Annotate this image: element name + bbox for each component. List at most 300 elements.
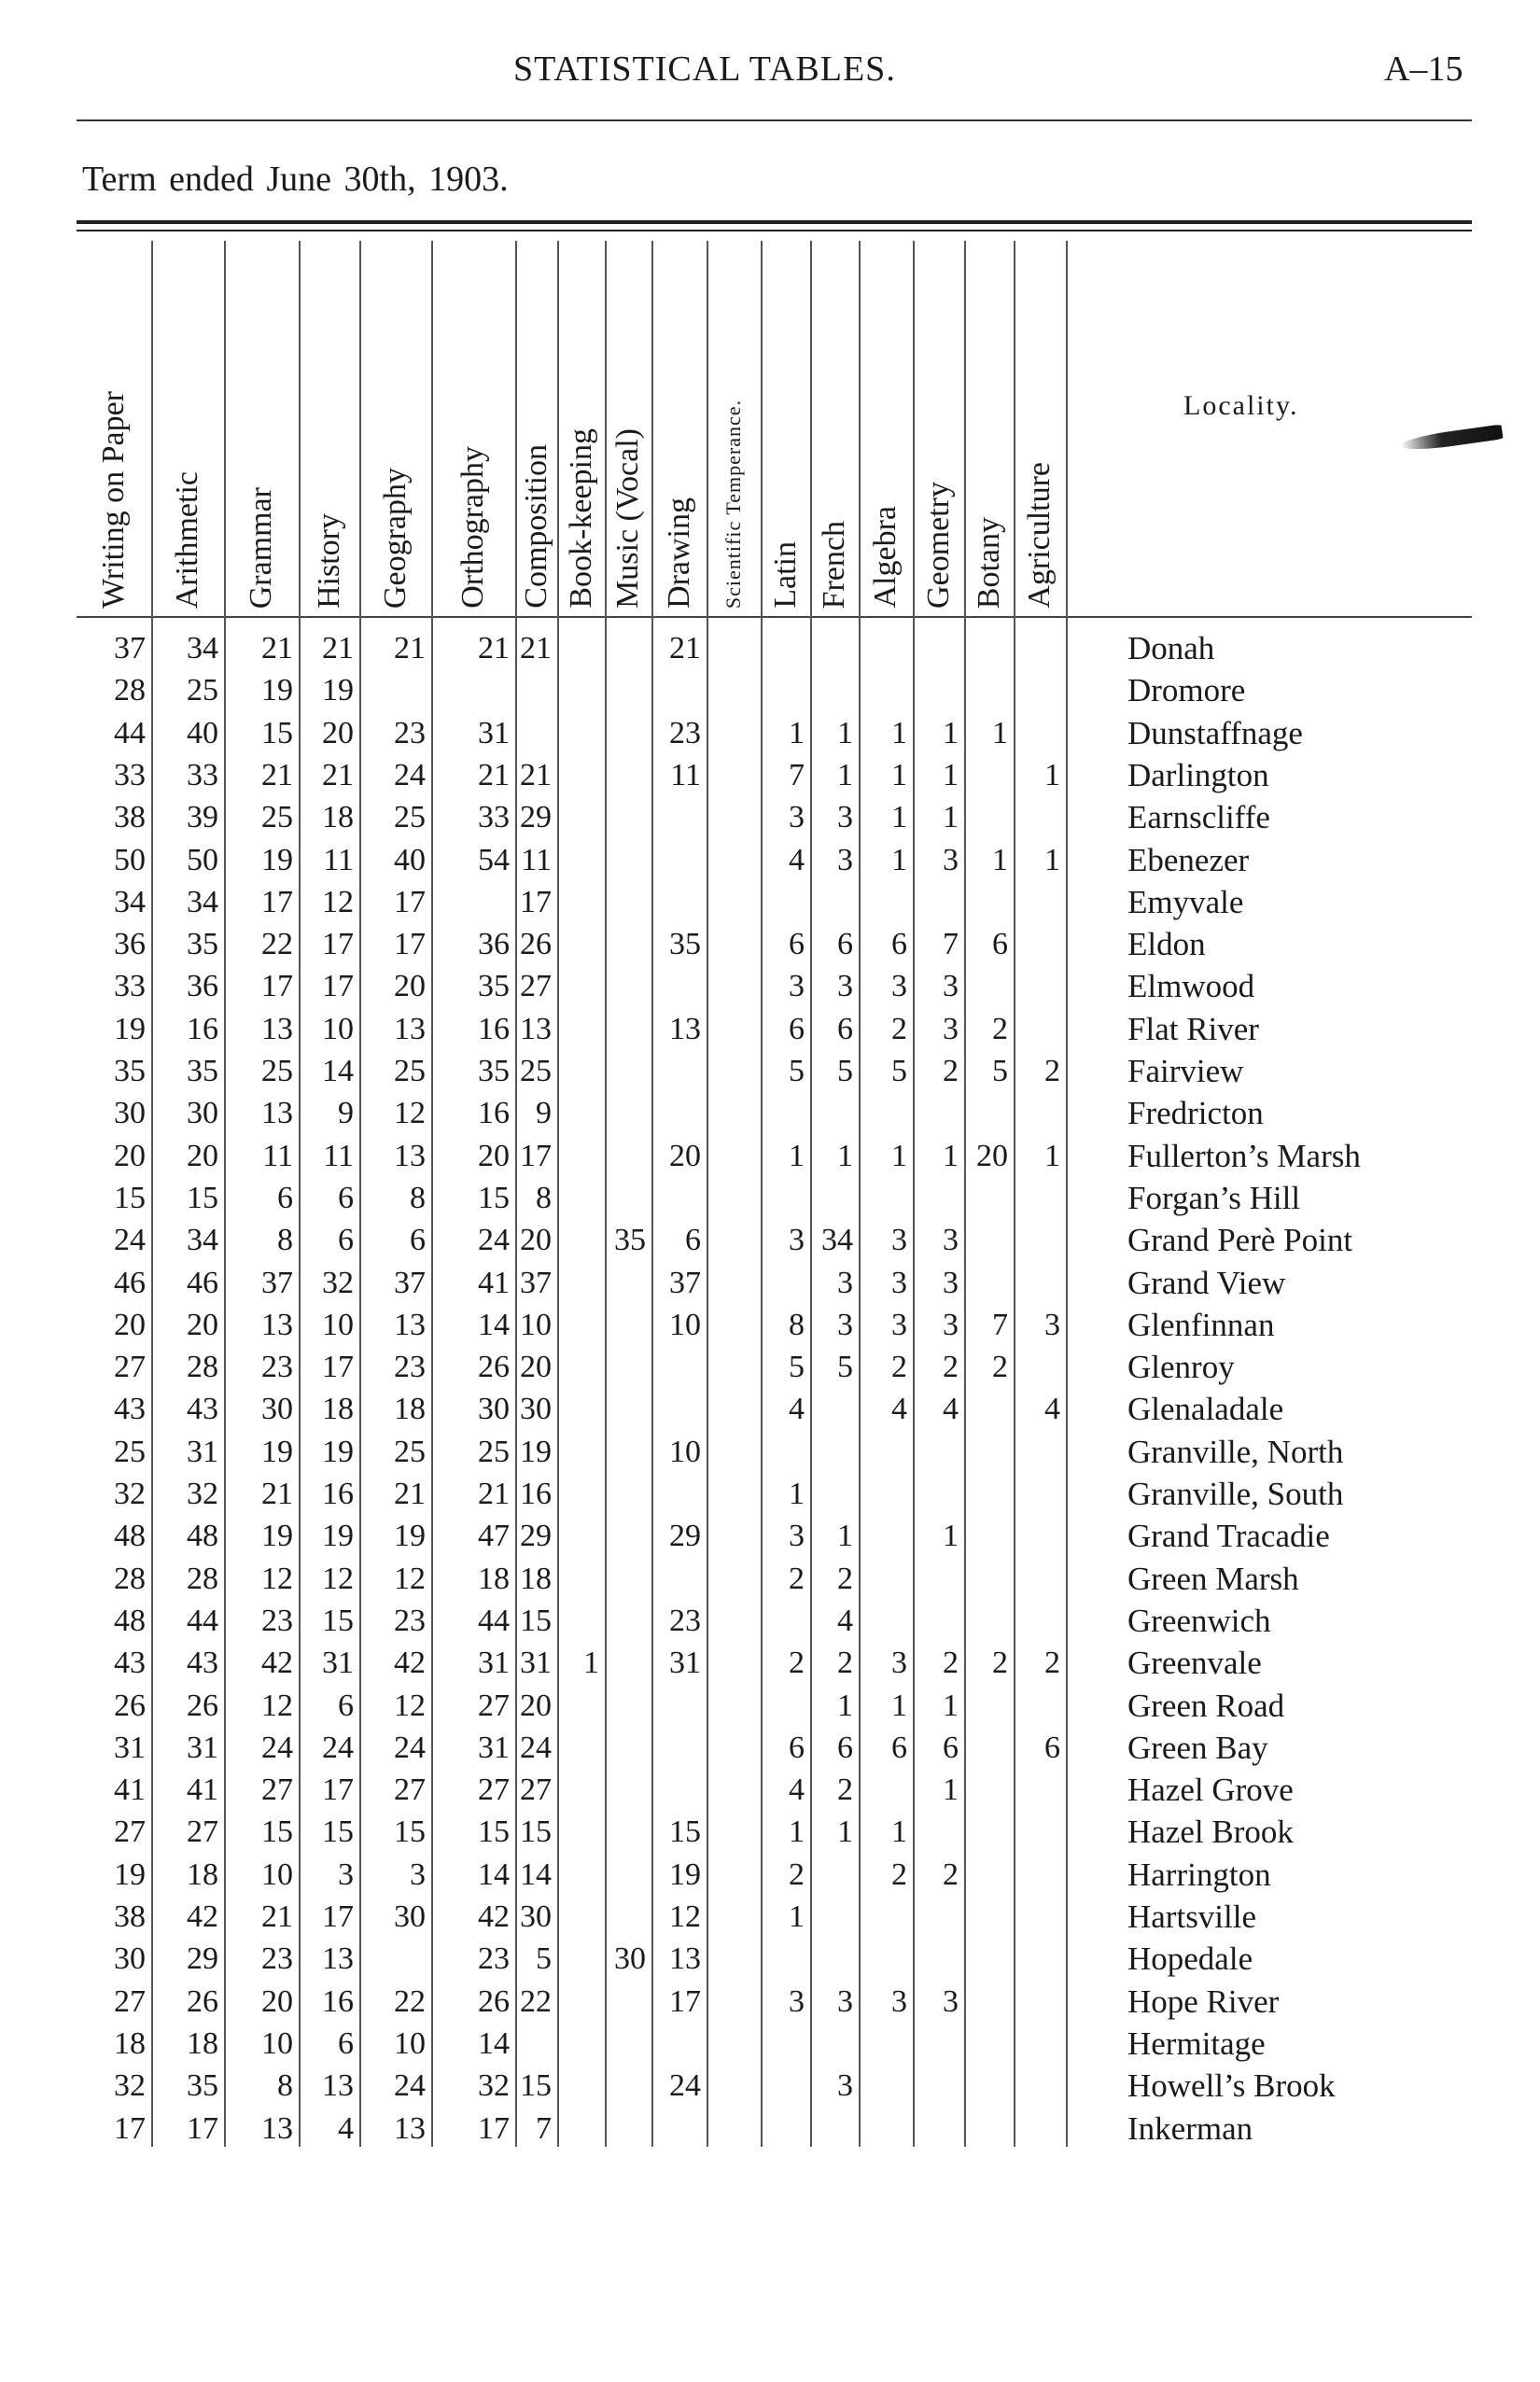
table-cell xyxy=(707,1262,761,1304)
table-cell xyxy=(707,712,761,754)
table-cell: 30 xyxy=(261,1392,293,1427)
column-divider xyxy=(761,241,763,2147)
table-cell xyxy=(557,1515,605,1557)
table-cell: 3 xyxy=(943,1265,959,1300)
table-row xyxy=(0,1938,1540,1980)
locality-name: Elmwood xyxy=(1127,968,1255,1005)
table-cell: 37 xyxy=(394,1265,426,1300)
table-cell xyxy=(651,1769,707,1811)
table-cell xyxy=(557,796,605,838)
table-cell: 31 xyxy=(187,1434,218,1469)
table-cell: 18 xyxy=(394,1392,426,1427)
table-cell: 41 xyxy=(187,1772,218,1808)
table-cell xyxy=(557,1388,605,1430)
table-cell: 1 xyxy=(1044,842,1060,877)
table-cell xyxy=(859,2023,913,2065)
table-cell xyxy=(964,1896,1014,1938)
table-cell: 1 xyxy=(789,1477,805,1511)
table-cell: 3 xyxy=(338,1857,354,1892)
table-cell xyxy=(810,669,859,711)
table-cell xyxy=(651,1092,707,1134)
table-cell: 4 xyxy=(338,2110,354,2146)
table-cell: 1 xyxy=(891,1138,907,1173)
table-cell: 32 xyxy=(187,1477,218,1511)
table-cell: 1 xyxy=(943,1772,959,1808)
table-cell: 28 xyxy=(187,1350,218,1385)
table-cell xyxy=(515,2023,557,2065)
table-cell xyxy=(707,1135,761,1177)
table-cell: 3 xyxy=(943,842,959,877)
table-cell: 19 xyxy=(322,673,354,708)
table-cell: 13 xyxy=(520,1011,552,1046)
table-cell xyxy=(605,1896,651,1938)
table-cell xyxy=(859,1092,913,1134)
table-cell: 36 xyxy=(478,927,510,962)
table-cell xyxy=(964,1515,1014,1557)
table-cell: 4 xyxy=(837,1603,853,1638)
table-cell: 17 xyxy=(322,969,354,1004)
table-cell xyxy=(605,627,651,669)
table-cell: 41 xyxy=(478,1265,510,1300)
table-cell: 3 xyxy=(789,1223,805,1258)
table-cell xyxy=(605,1558,651,1600)
table-cell: 36 xyxy=(114,927,146,962)
table-cell: 37 xyxy=(520,1265,552,1300)
table-cell xyxy=(557,1600,605,1642)
table-cell: 24 xyxy=(394,757,426,792)
table-cell: 27 xyxy=(114,1983,146,2019)
column-header-label: Music (Vocal) xyxy=(610,428,645,609)
locality-name: Granville, North xyxy=(1127,1433,1344,1470)
table-cell: 30 xyxy=(520,1899,552,1934)
table-cell: 26 xyxy=(478,1983,510,2019)
table-cell: 16 xyxy=(520,1477,552,1511)
table-cell: 3 xyxy=(891,1265,907,1300)
table-cell: 25 xyxy=(478,1434,510,1469)
table-cell xyxy=(707,1092,761,1134)
table-cell xyxy=(913,881,964,923)
table-cell xyxy=(859,881,913,923)
table-cell: 10 xyxy=(261,1857,293,1892)
table-cell: 27 xyxy=(520,1772,552,1808)
table-cell xyxy=(810,1431,859,1473)
table-cell xyxy=(605,1092,651,1134)
table-cell xyxy=(707,1642,761,1684)
table-row xyxy=(0,1981,1540,2023)
table-cell: 15 xyxy=(261,715,293,750)
column-header xyxy=(651,243,707,609)
table-cell: 44 xyxy=(187,1603,218,1638)
table-cell xyxy=(913,669,964,711)
table-cell: 20 xyxy=(478,1138,510,1173)
table-cell: 43 xyxy=(187,1392,218,1427)
table-cell: 19 xyxy=(261,1434,293,1469)
table-cell: 10 xyxy=(261,2025,293,2061)
table-cell xyxy=(859,2108,913,2150)
table-row xyxy=(0,881,1540,923)
table-cell xyxy=(557,1811,605,1853)
table-cell: 35 xyxy=(669,927,701,962)
table-cell xyxy=(859,1473,913,1515)
table-cell: 1 xyxy=(891,800,907,835)
table-cell: 16 xyxy=(478,1011,510,1046)
table-cell: 4 xyxy=(891,1392,907,1427)
table-cell: 1 xyxy=(891,1688,907,1723)
column-header xyxy=(913,243,964,609)
table-cell xyxy=(557,1135,605,1177)
table-cell: 30 xyxy=(114,1941,146,1977)
table-cell: 4 xyxy=(1044,1392,1060,1427)
table-cell xyxy=(651,1685,707,1727)
table-cell: 35 xyxy=(187,927,218,962)
table-cell: 29 xyxy=(669,1519,701,1554)
table-cell: 43 xyxy=(114,1646,146,1681)
table-cell: 18 xyxy=(520,1561,552,1596)
table-cell xyxy=(557,712,605,754)
table-cell: 25 xyxy=(394,1434,426,1469)
table-cell: 17 xyxy=(394,884,426,919)
locality-name: Hartsville xyxy=(1127,1899,1257,1935)
table-cell xyxy=(1014,1558,1066,1600)
table-cell xyxy=(557,1558,605,1600)
table-cell xyxy=(651,881,707,923)
table-cell: 4 xyxy=(943,1392,959,1427)
table-cell xyxy=(707,1388,761,1430)
table-row xyxy=(0,1092,1540,1134)
table-cell xyxy=(913,1431,964,1473)
column-divider xyxy=(299,241,301,2147)
table-cell xyxy=(761,1431,810,1473)
table-cell: 2 xyxy=(992,1646,1008,1681)
table-cell: 2 xyxy=(789,1646,805,1681)
table-cell xyxy=(913,1896,964,1938)
table-cell: 13 xyxy=(394,1307,426,1342)
table-cell xyxy=(964,1219,1014,1261)
table-cell: 8 xyxy=(536,1180,552,1215)
table-cell: 21 xyxy=(322,757,354,792)
table-row xyxy=(0,965,1540,1007)
table-cell: 34 xyxy=(187,1223,218,1258)
table-cell xyxy=(761,2065,810,2107)
column-header-label: Arithmetic xyxy=(170,470,204,609)
table-row xyxy=(0,669,1540,711)
table-cell: 29 xyxy=(520,1519,552,1554)
table-cell: 20 xyxy=(394,969,426,1004)
table-cell: 35 xyxy=(187,1054,218,1088)
table-cell: 14 xyxy=(520,1857,552,1892)
table-cell: 40 xyxy=(394,842,426,877)
table-cell xyxy=(761,669,810,711)
locality-name: Hazel Grove xyxy=(1127,1772,1294,1809)
table-cell xyxy=(557,2023,605,2065)
table-cell: 40 xyxy=(187,715,218,750)
column-divider xyxy=(605,241,607,2147)
table-cell xyxy=(651,839,707,881)
table-cell: 32 xyxy=(114,1477,146,1511)
column-divider xyxy=(1066,241,1068,2147)
table-cell xyxy=(605,754,651,796)
table-cell xyxy=(557,1219,605,1261)
table-cell xyxy=(964,1727,1014,1769)
column-divider xyxy=(651,241,653,2147)
table-cell xyxy=(810,1938,859,1980)
table-cell xyxy=(761,1262,810,1304)
table-row xyxy=(0,1388,1540,1430)
table-cell: 5 xyxy=(789,1054,805,1088)
table-cell xyxy=(1014,2023,1066,2065)
table-cell xyxy=(1014,1473,1066,1515)
table-cell: 38 xyxy=(114,800,146,835)
table-cell: 12 xyxy=(394,1688,426,1723)
table-cell: 21 xyxy=(478,631,510,666)
table-cell: 1 xyxy=(837,1519,853,1554)
locality-name: Green Marsh xyxy=(1127,1560,1299,1597)
table-cell: 44 xyxy=(478,1603,510,1638)
column-divider xyxy=(707,241,708,2147)
column-header xyxy=(964,243,1014,609)
table-cell: 6 xyxy=(338,1180,354,1215)
table-cell xyxy=(557,1262,605,1304)
table-cell: 24 xyxy=(394,1730,426,1765)
column-header-label: Agriculture xyxy=(1022,462,1057,609)
locality-name: Greenwich xyxy=(1127,1602,1271,1639)
table-cell: 2 xyxy=(837,1772,853,1808)
table-cell: 1 xyxy=(837,1815,853,1850)
table-cell: 16 xyxy=(322,1983,354,2019)
table-cell: 1 xyxy=(992,715,1008,750)
table-cell: 22 xyxy=(394,1983,426,2019)
table-cell: 3 xyxy=(789,1983,805,2019)
column-header xyxy=(224,243,299,609)
table-cell: 30 xyxy=(614,1941,646,1977)
table-cell xyxy=(707,1981,761,2023)
column-header xyxy=(761,243,810,609)
table-cell: 1 xyxy=(789,1815,805,1850)
table-cell: 21 xyxy=(520,631,552,666)
table-cell xyxy=(913,1092,964,1134)
column-header xyxy=(431,243,515,609)
table-cell: 37 xyxy=(261,1265,293,1300)
table-cell: 2 xyxy=(891,1011,907,1046)
table-cell: 5 xyxy=(536,1941,552,1977)
table-cell: 27 xyxy=(187,1815,218,1850)
table-cell xyxy=(859,1600,913,1642)
table-cell: 10 xyxy=(669,1434,701,1469)
table-cell: 38 xyxy=(114,1899,146,1934)
table-cell xyxy=(707,627,761,669)
table-cell xyxy=(605,1304,651,1346)
table-cell: 28 xyxy=(187,1561,218,1596)
table-cell: 13 xyxy=(669,1941,701,1977)
locality-name: Hazel Brook xyxy=(1127,1814,1294,1851)
table-cell xyxy=(1014,1177,1066,1219)
table-cell: 31 xyxy=(114,1730,146,1765)
table-cell: 1 xyxy=(837,715,853,750)
table-cell: 17 xyxy=(394,927,426,962)
table-cell xyxy=(859,2065,913,2107)
table-cell xyxy=(605,1346,651,1388)
column-header xyxy=(810,243,859,609)
table-cell: 23 xyxy=(669,715,701,750)
table-cell: 12 xyxy=(261,1688,293,1723)
table-cell xyxy=(605,923,651,965)
table-cell xyxy=(761,881,810,923)
table-cell: 15 xyxy=(478,1815,510,1850)
table-cell: 1 xyxy=(891,1815,907,1850)
table-row xyxy=(0,1177,1540,1219)
locality-name: Granville, South xyxy=(1127,1476,1344,1512)
table-cell: 3 xyxy=(891,1983,907,2019)
column-header-label: Geography xyxy=(377,467,413,609)
table-cell: 27 xyxy=(114,1815,146,1850)
table-cell: 14 xyxy=(478,1857,510,1892)
table-cell: 26 xyxy=(187,1688,218,1723)
table-cell xyxy=(859,1769,913,1811)
table-cell: 19 xyxy=(261,1519,293,1554)
table-cell xyxy=(651,2108,707,2150)
table-cell: 23 xyxy=(669,1603,701,1638)
table-cell xyxy=(859,627,913,669)
table-cell xyxy=(964,1600,1014,1642)
table-cell xyxy=(557,627,605,669)
table-cell: 2 xyxy=(943,1350,959,1385)
table-cell: 13 xyxy=(261,2110,293,2146)
table-cell: 14 xyxy=(478,1307,510,1342)
locality-name: Inkerman xyxy=(1127,2109,1253,2147)
table-cell: 4 xyxy=(789,842,805,877)
table-cell xyxy=(707,1050,761,1092)
table-cell: 12 xyxy=(322,1561,354,1596)
page-number: A–15 xyxy=(1384,49,1463,89)
table-cell xyxy=(707,1346,761,1388)
table-cell: 31 xyxy=(520,1646,552,1681)
table-cell: 15 xyxy=(520,1603,552,1638)
table-cell xyxy=(1014,923,1066,965)
column-header xyxy=(299,243,359,609)
table-cell: 2 xyxy=(837,1561,853,1596)
table-cell xyxy=(761,627,810,669)
locality-name: Hopedale xyxy=(1127,1941,1253,1978)
table-cell xyxy=(557,881,605,923)
table-cell: 13 xyxy=(261,1096,293,1131)
table-cell: 13 xyxy=(394,2110,426,2146)
table-cell: 48 xyxy=(187,1519,218,1554)
table-cell xyxy=(605,839,651,881)
table-cell xyxy=(605,2108,651,2150)
table-row xyxy=(0,1769,1540,1811)
table-cell xyxy=(651,1473,707,1515)
table-cell xyxy=(707,881,761,923)
table-cell xyxy=(761,1600,810,1642)
table-cell xyxy=(557,839,605,881)
locality-name: Earnscliffe xyxy=(1127,799,1270,836)
table-cell xyxy=(964,1938,1014,1980)
table-cell: 17 xyxy=(322,927,354,962)
table-cell: 18 xyxy=(114,2025,146,2061)
column-header-label: Book-keeping xyxy=(563,428,598,609)
table-cell xyxy=(605,1473,651,1515)
table-cell: 20 xyxy=(520,1223,552,1258)
table-cell xyxy=(859,1896,913,1938)
table-cell xyxy=(1014,1811,1066,1853)
column-divider xyxy=(964,241,966,2147)
table-cell xyxy=(964,965,1014,1007)
table-cell xyxy=(964,2108,1014,2150)
table-cell xyxy=(810,881,859,923)
table-cell xyxy=(964,796,1014,838)
table-cell: 10 xyxy=(669,1307,701,1342)
locality-name: Green Bay xyxy=(1127,1729,1268,1766)
table-cell: 2 xyxy=(891,1350,907,1385)
table-cell xyxy=(810,1177,859,1219)
table-cell xyxy=(913,1473,964,1515)
column-header xyxy=(359,243,431,609)
table-cell: 3 xyxy=(943,1011,959,1046)
table-cell: 31 xyxy=(478,1730,510,1765)
table-cell xyxy=(913,1177,964,1219)
table-cell: 30 xyxy=(520,1392,552,1427)
table-cell: 43 xyxy=(187,1646,218,1681)
table-cell: 3 xyxy=(837,842,853,877)
table-cell: 2 xyxy=(837,1646,853,1681)
locality-name: Emyvale xyxy=(1127,883,1244,920)
table-cell: 1 xyxy=(943,1138,959,1173)
locality-name: Ebenezer xyxy=(1127,841,1250,878)
table-cell xyxy=(964,1473,1014,1515)
table-cell: 33 xyxy=(114,969,146,1004)
table-cell xyxy=(359,1938,431,1980)
table-cell: 1 xyxy=(891,715,907,750)
table-cell: 21 xyxy=(669,631,701,666)
table-cell: 34 xyxy=(187,631,218,666)
table-cell: 15 xyxy=(322,1603,354,1638)
locality-name: Hermitage xyxy=(1127,2025,1266,2062)
table-cell: 17 xyxy=(322,1350,354,1385)
table-cell: 20 xyxy=(187,1307,218,1342)
table-cell xyxy=(913,627,964,669)
locality-name: Dromore xyxy=(1127,672,1246,709)
table-cell: 23 xyxy=(261,1350,293,1385)
table-cell xyxy=(605,796,651,838)
table-cell xyxy=(964,881,1014,923)
table-cell: 25 xyxy=(520,1054,552,1088)
table-cell: 6 xyxy=(837,927,853,962)
table-cell: 6 xyxy=(837,1730,853,1765)
locality-name: Flat River xyxy=(1127,1010,1259,1047)
table-cell: 21 xyxy=(261,757,293,792)
table-cell: 17 xyxy=(520,1138,552,1173)
table-cell xyxy=(1014,1685,1066,1727)
table-cell xyxy=(515,669,557,711)
table-cell: 2 xyxy=(943,1054,959,1088)
table-cell: 10 xyxy=(322,1307,354,1342)
table-cell: 24 xyxy=(114,1223,146,1258)
table-cell xyxy=(810,1896,859,1938)
locality-name: Forgan’s Hill xyxy=(1127,1179,1301,1216)
table-cell: 1 xyxy=(943,757,959,792)
table-cell: 42 xyxy=(394,1646,426,1681)
table-cell: 9 xyxy=(338,1096,354,1131)
table-cell xyxy=(707,1219,761,1261)
column-header xyxy=(151,243,224,609)
table-cell: 4 xyxy=(789,1392,805,1427)
table-cell xyxy=(913,2023,964,2065)
table-cell xyxy=(557,1769,605,1811)
table-cell: 36 xyxy=(187,969,218,1004)
table-cell: 31 xyxy=(322,1646,354,1681)
table-cell xyxy=(859,1431,913,1473)
table-cell xyxy=(913,1600,964,1642)
